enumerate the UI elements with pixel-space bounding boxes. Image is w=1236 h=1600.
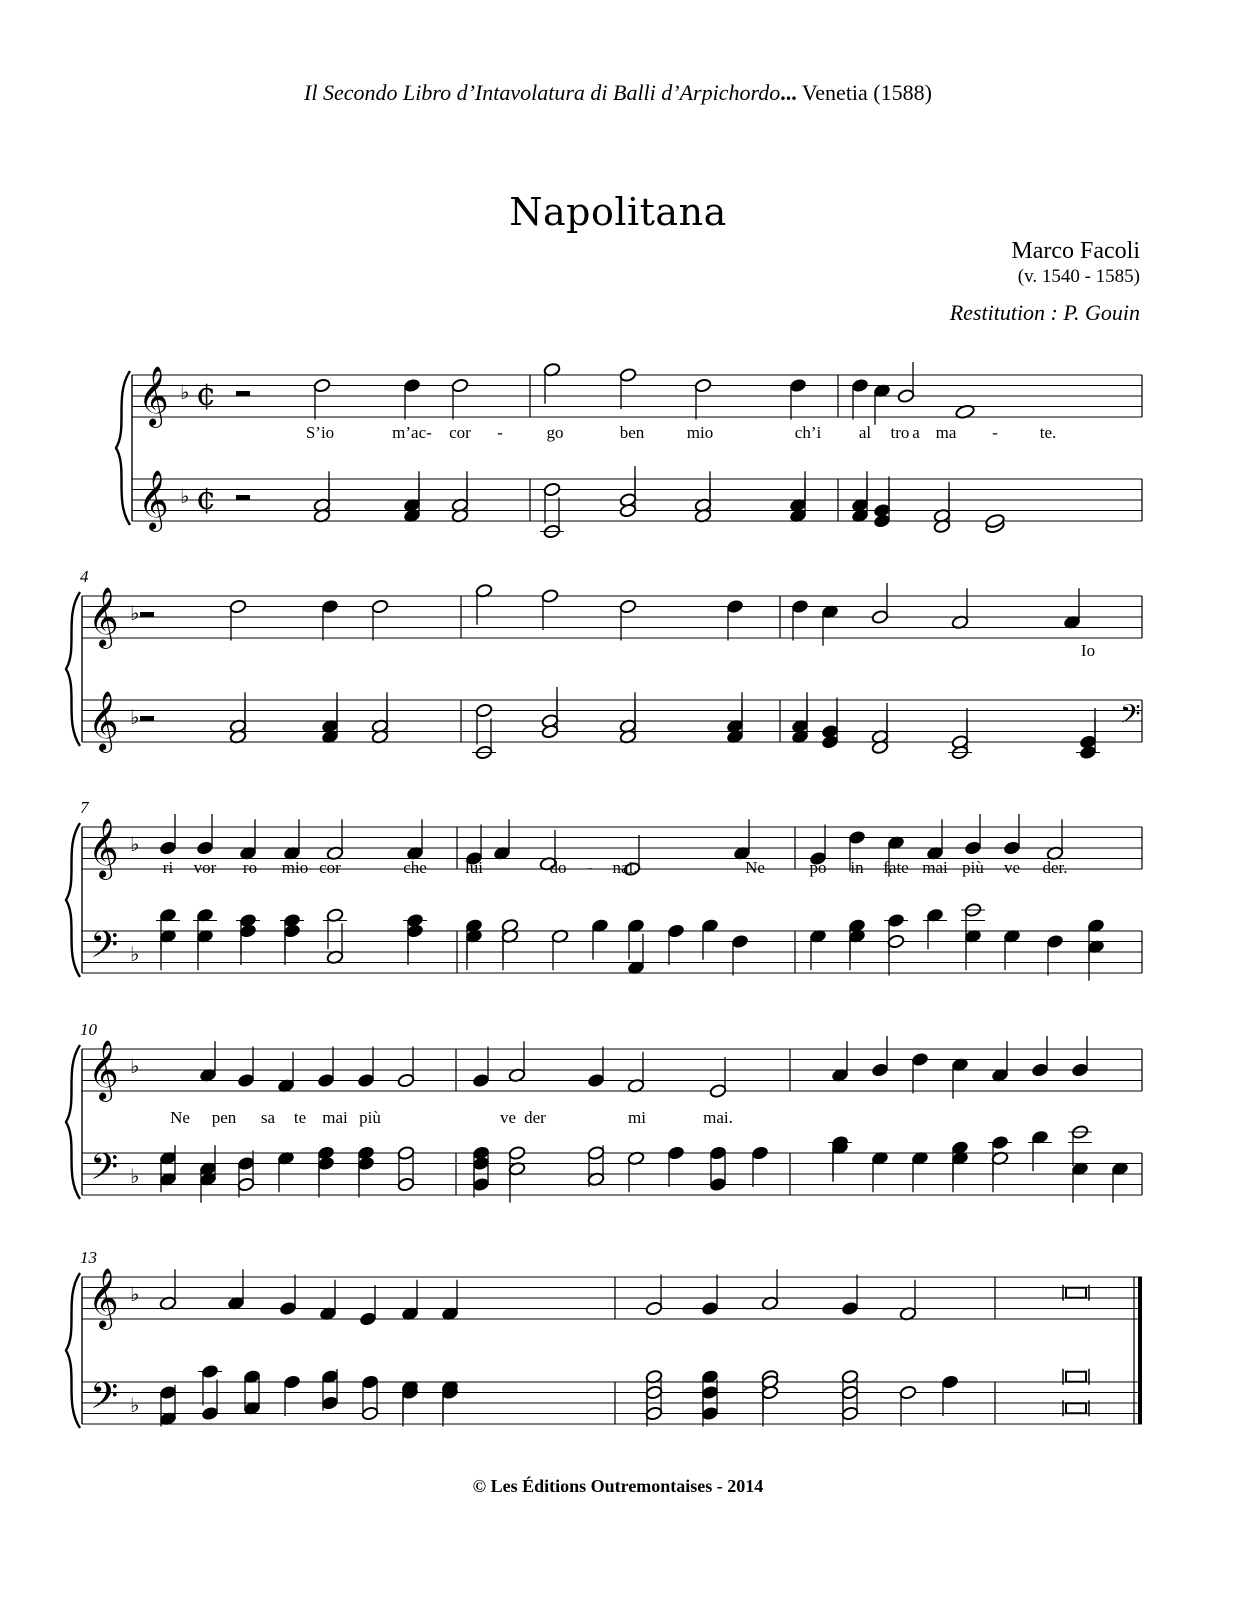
flat-key-signature-icon: ♭: [130, 832, 140, 856]
brace: [66, 1273, 80, 1428]
lyric-syllable: -: [587, 858, 593, 877]
lyric-syllable: nai.: [612, 858, 638, 877]
treble-clef-icon: 𝄞: [88, 587, 119, 647]
quarter-note: [751, 1146, 769, 1161]
lyric-syllable: cor: [319, 858, 341, 877]
quarter-note: [472, 1073, 490, 1088]
system-5: [66, 1248, 1142, 1428]
quarter-note: [701, 1385, 719, 1400]
quarter-note: [911, 1052, 929, 1067]
half-note: [887, 934, 905, 949]
brace: [116, 371, 130, 525]
half-note: [313, 378, 331, 393]
half-note: [451, 378, 469, 393]
half-note: [237, 1177, 255, 1192]
half-note: [397, 1073, 415, 1088]
half-note: [541, 589, 559, 604]
quarter-note: [873, 514, 891, 529]
lyric-syllable: mai.: [703, 1108, 733, 1127]
flat-key-signature-icon: ♭: [130, 1393, 140, 1417]
lyric-syllable: mio: [686, 423, 714, 442]
lyric-syllable: der: [524, 1108, 546, 1127]
source-title: Il Secondo Libro d’Intavolatura di Balli d’Arpichordo: [304, 80, 781, 105]
system-1: [116, 362, 1142, 539]
lyric-syllable: ch’i: [794, 423, 822, 442]
system-3: [66, 798, 1142, 981]
measure-number: 10: [80, 1020, 97, 1039]
lyric-syllable: che: [403, 858, 427, 877]
lyric-syllable: S’io: [305, 423, 335, 442]
composer-name: Marco Facoli: [1011, 238, 1140, 264]
quarter-note: [283, 924, 301, 939]
half-note: [871, 610, 889, 625]
treble-clef-icon: 𝄞: [88, 691, 119, 751]
piece-title: Napolitana: [509, 190, 727, 234]
measure-number: 13: [80, 1248, 97, 1267]
half-note: [587, 1146, 605, 1161]
quarter-note: [321, 599, 339, 614]
lyric-syllable: più: [359, 1108, 381, 1127]
breve-note: [1066, 1372, 1086, 1382]
composer-dates: (v. 1540 - 1585): [1017, 266, 1140, 287]
system-2: [66, 567, 1142, 760]
quarter-note: [701, 1301, 719, 1316]
lyric-syllable: sa: [260, 1108, 276, 1127]
lyric-syllable: -: [497, 423, 503, 442]
copyright-footer: © Les Éditions Outremontaises - 2014: [472, 1476, 764, 1496]
quarter-note: [791, 599, 809, 614]
half-note: [709, 1084, 727, 1099]
lyric-syllable: cor: [449, 423, 471, 442]
quarter-note: [472, 1156, 490, 1171]
quarter-note: [726, 599, 744, 614]
lyric-syllable: ben: [619, 423, 645, 442]
lyric-syllable: al: [858, 423, 872, 442]
restitution-credit: Restitution : P. Gouin: [949, 300, 1140, 325]
half-note: [371, 599, 389, 614]
quarter-note: [159, 1385, 177, 1400]
bass-clef-icon: 𝄢: [90, 1146, 119, 1197]
lyric-syllable: Ne: [745, 858, 765, 877]
half-note: [619, 368, 637, 383]
source-ellipsis: ...: [780, 80, 797, 105]
lyric-syllable: vor: [193, 858, 217, 877]
half-note: [361, 1406, 379, 1421]
half-note: [541, 724, 559, 739]
quarter-note: [279, 1301, 297, 1316]
quarter-note: [964, 841, 982, 856]
half-note: [229, 599, 247, 614]
lyric-syllable: m’ac-: [392, 423, 432, 442]
half-rest-icon: [140, 612, 154, 617]
quarter-note: [789, 378, 807, 393]
quarter-note: [851, 378, 869, 393]
quarter-note: [201, 1406, 219, 1421]
quarter-note: [317, 1156, 335, 1171]
lyric-syllable: go: [546, 423, 564, 442]
quarter-note: [359, 1312, 377, 1327]
flat-key-signature-icon: ♭: [180, 484, 190, 508]
quarter-note: [406, 924, 424, 939]
source-place-date: Venetia (1588): [796, 80, 932, 105]
quarter-note: [196, 841, 214, 856]
lyric-syllable: a: [912, 423, 920, 442]
bass-clef-icon: 𝄢: [90, 1375, 119, 1426]
brace: [66, 592, 80, 746]
lyric-syllable: ro: [242, 858, 258, 877]
half-note: [645, 1301, 663, 1316]
quarter-note: [841, 1301, 859, 1316]
lyric-syllable: do: [549, 858, 567, 877]
lyric-syllable: ve: [1003, 858, 1021, 877]
quarter-note: [587, 1073, 605, 1088]
half-note: [897, 389, 915, 404]
half-rest-icon: [140, 716, 154, 721]
flat-key-signature-icon: ♭: [180, 380, 190, 404]
lyric-syllable: mai: [922, 858, 948, 877]
quarter-note: [667, 924, 685, 939]
lyric-syllable: po: [809, 858, 827, 877]
quarter-note: [731, 934, 749, 949]
quarter-note: [237, 1156, 255, 1171]
treble-clef-icon: 𝄞: [138, 366, 169, 426]
lyric-syllable: ri: [162, 858, 174, 877]
treble-clef-icon: 𝄞: [88, 1040, 119, 1100]
quarter-note: [357, 1156, 375, 1171]
half-note: [508, 1146, 526, 1161]
half-note: [841, 1406, 859, 1421]
lyric-syllable: ma: [935, 423, 957, 442]
quarter-note: [321, 1396, 339, 1411]
lyric-syllable: in: [850, 858, 864, 877]
half-rest-icon: [236, 391, 250, 396]
measure-number: 7: [80, 798, 89, 817]
flat-key-signature-icon: ♭: [130, 1054, 140, 1078]
half-note: [475, 703, 493, 718]
quarter-note: [821, 735, 839, 750]
lyric-syllable: ve: [499, 1108, 517, 1127]
quarter-note: [472, 1177, 490, 1192]
system-4: [66, 1020, 1142, 1203]
quarter-note: [1071, 1063, 1089, 1078]
half-note: [899, 1385, 917, 1400]
quarter-note: [1003, 841, 1021, 856]
lyric-syllable: Ne: [170, 1108, 190, 1127]
quarter-note: [871, 1063, 889, 1078]
lyric-syllable: te: [293, 1108, 307, 1127]
half-note: [397, 1146, 415, 1161]
quarter-note: [1046, 934, 1064, 949]
quarter-note: [159, 841, 177, 856]
lyric-syllable: mi: [628, 1108, 646, 1127]
quarter-note: [941, 1375, 959, 1390]
cut-time-icon: ¢: [196, 375, 217, 413]
half-note: [841, 1385, 859, 1400]
treble-clef-icon: 𝄞: [138, 470, 169, 530]
brace: [66, 823, 80, 977]
half-note: [397, 1177, 415, 1192]
half-note: [645, 1406, 663, 1421]
quarter-note: [357, 1073, 375, 1088]
lyric-syllable: lui: [465, 858, 483, 877]
flat-key-signature-icon: ♭: [130, 1282, 140, 1306]
flat-key-signature-icon: ♭: [130, 705, 140, 729]
flat-key-signature-icon: ♭: [130, 1164, 140, 1188]
measure-number: 4: [80, 567, 89, 586]
quarter-note: [317, 1073, 335, 1088]
half-note: [619, 503, 637, 518]
lyric-syllable: Io: [1080, 641, 1096, 660]
breve-note: [1066, 1288, 1086, 1298]
quarter-note: [1031, 1063, 1049, 1078]
treble-clef-icon: 𝄞: [88, 1268, 119, 1328]
cut-time-icon: ¢: [196, 479, 217, 517]
half-note: [543, 482, 561, 497]
bass-clef-icon: 𝄢: [90, 924, 119, 975]
half-note: [694, 378, 712, 393]
quarter-note: [237, 1073, 255, 1088]
quarter-note: [709, 1146, 727, 1161]
quarter-note: [709, 1177, 727, 1192]
half-note: [761, 1385, 779, 1400]
bass-clef-change-icon: 𝄢: [1120, 698, 1141, 736]
half-note: [619, 599, 637, 614]
quarter-note: [361, 1375, 379, 1390]
lyric-syllable: mio: [281, 858, 309, 877]
lyric-syllable: più: [962, 858, 984, 877]
flat-key-signature-icon: ♭: [130, 942, 140, 966]
lyric-syllable: tro: [890, 423, 910, 442]
quarter-note: [701, 1406, 719, 1421]
brace: [66, 1045, 80, 1199]
lyric-syllable: pen: [211, 1108, 237, 1127]
quarter-note: [239, 924, 257, 939]
quarter-note: [403, 378, 421, 393]
quarter-note: [848, 830, 866, 845]
lyric-syllable: fate: [883, 858, 909, 877]
lyric-syllable: der.: [1042, 858, 1068, 877]
quarter-note: [667, 1146, 685, 1161]
breve-note: [1066, 1403, 1086, 1413]
flat-key-signature-icon: ♭: [130, 601, 140, 625]
half-note: [645, 1385, 663, 1400]
half-rest-icon: [236, 495, 250, 500]
lyric-syllable: te.: [1039, 423, 1057, 442]
final-thick-barline: [1138, 1277, 1142, 1424]
lyric-syllable: -: [992, 423, 998, 442]
lyric-syllable: mai: [322, 1108, 348, 1127]
quarter-note: [283, 1375, 301, 1390]
treble-clef-icon: 𝄞: [88, 818, 119, 878]
